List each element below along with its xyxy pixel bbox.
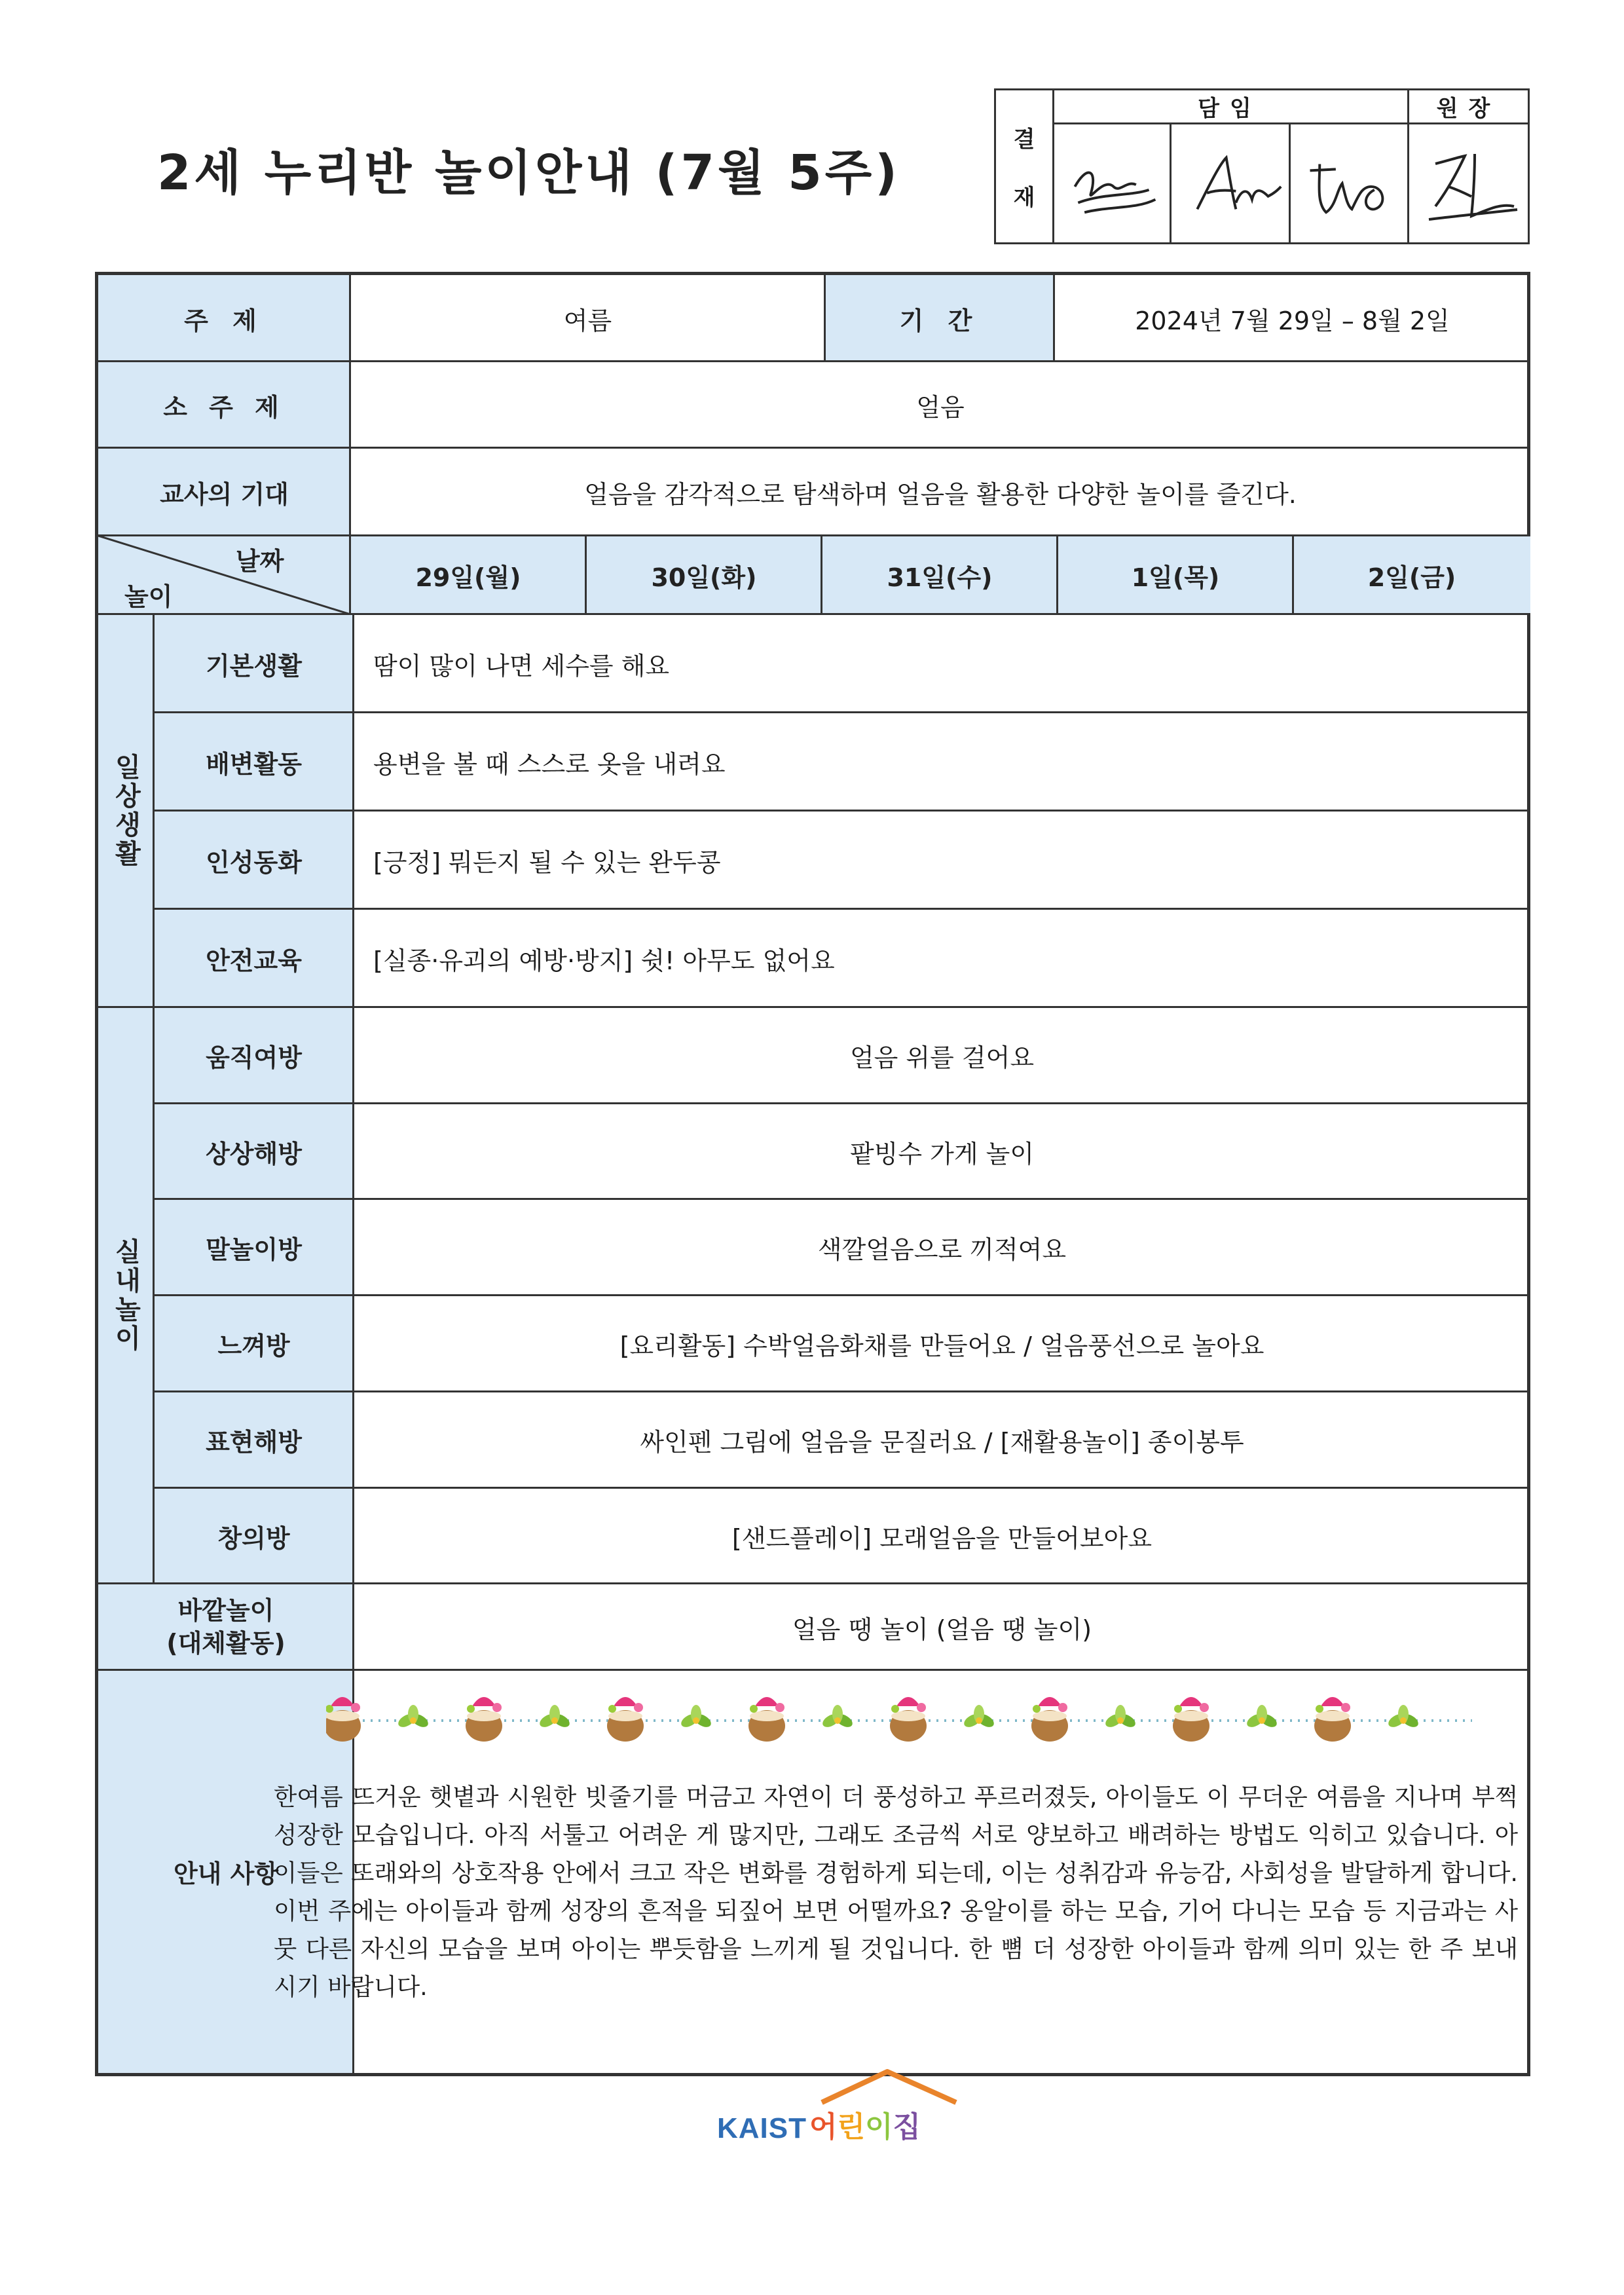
signature-3-icon <box>1291 124 1407 244</box>
indoor-row-2-value: 팥빙수 가게 놀이 <box>849 1139 1035 1168</box>
approval-side-bottom: 재 <box>1013 185 1035 211</box>
notice-label: 안내 사항 <box>98 1670 354 2073</box>
day-header-3: 31일(수) <box>822 536 1058 614</box>
approval-side-top: 결 <box>1013 126 1035 153</box>
indoor-group-label <box>98 1007 154 1584</box>
leaf-cluster-icon <box>679 1705 713 1730</box>
decorative-border-icon <box>326 1680 1485 1752</box>
signature-cell-2 <box>1172 124 1291 244</box>
leaf-cluster-icon <box>1245 1705 1279 1730</box>
teacher-header: 담임 <box>1052 90 1409 124</box>
logo-char-1: 어 <box>809 2110 838 2144</box>
corner-date-label: 날짜 <box>236 547 284 576</box>
coconut-drink-icon <box>748 1697 785 1742</box>
outdoor-label-line2: (대체활동) <box>166 1629 286 1658</box>
period-label: 기 간 <box>825 275 1054 362</box>
outdoor-label <box>98 1584 354 1670</box>
approval-side-label <box>996 90 1054 242</box>
coconut-drink-icon <box>1173 1697 1209 1742</box>
daily-life-group-label <box>98 614 154 1007</box>
indoor-row-1-value: 얼음 위를 걸어요 <box>849 1043 1035 1072</box>
day-header-4: 1일(목) <box>1058 536 1293 614</box>
coconut-drink-icon <box>466 1697 502 1742</box>
coconut-drink-icon <box>1314 1697 1351 1742</box>
leaf-cluster-icon <box>396 1705 430 1730</box>
corner-play-label: 놀이 <box>124 582 173 611</box>
indoor-row-5-value: 싸인펜 그림에 얼음을 문질러요 / [재활용놀이] 종이봉투 <box>640 1428 1244 1457</box>
daily-row-3-label: 인성동화 <box>154 811 354 909</box>
daily-life-group-text: 일상생활 <box>111 753 141 868</box>
logo-char-2: 린 <box>837 2110 866 2144</box>
period-value: 2024년 7월 29일 – 8월 2일 <box>1135 306 1450 335</box>
day-header-2: 30일(화) <box>586 536 822 614</box>
leaf-cluster-icon <box>538 1705 572 1730</box>
coconut-drink-icon <box>326 1697 361 1742</box>
day-header-1: 29일(월) <box>350 536 586 614</box>
subtheme-label: 소 주 제 <box>98 362 350 448</box>
daily-row-4-label: 안전교육 <box>154 909 354 1007</box>
outdoor-value: 얼음 땡 놀이 (얼음 땡 놀이) <box>792 1614 1092 1644</box>
signature-4-icon <box>1409 124 1528 244</box>
day-header-5: 2일(금) <box>1293 536 1530 614</box>
expect-value: 얼음을 감각적으로 탐색하며 얼음을 활용한 다양한 놀이를 즐긴다. <box>584 479 1297 509</box>
daily-row-1-label: 기본생활 <box>154 614 354 713</box>
kaist-logo <box>717 2093 921 2145</box>
indoor-row-5-label: 표현해방 <box>154 1392 354 1488</box>
coconut-drink-icon <box>890 1697 927 1742</box>
logo-char-4: 집 <box>893 2110 921 2144</box>
signature-2-icon <box>1172 124 1289 244</box>
daily-row-2-value: 용변을 볼 때 스스로 옷을 내려요 <box>373 749 726 779</box>
leaf-cluster-icon <box>1103 1705 1137 1730</box>
daily-row-3-value: [긍정] 뭐든지 될 수 있는 완두콩 <box>373 848 721 877</box>
indoor-row-2-label: 상상해방 <box>154 1104 354 1199</box>
approval-box <box>994 88 1530 244</box>
indoor-group-text: 실내놀이 <box>111 1238 141 1353</box>
indoor-row-3-label: 말놀이방 <box>154 1199 354 1296</box>
signature-cell-3 <box>1291 124 1409 244</box>
coconut-drink-icon <box>1031 1697 1068 1742</box>
leaf-cluster-icon <box>1386 1705 1420 1730</box>
page-title: 2세 누리반 놀이안내 (7월 5주) <box>157 145 900 201</box>
director-header: 원장 <box>1409 90 1528 124</box>
leaf-cluster-icon <box>962 1705 996 1730</box>
subtheme-value: 얼음 <box>916 392 965 422</box>
logo-kids-text <box>809 2103 921 2145</box>
daily-row-2-label: 배변활동 <box>154 713 354 811</box>
indoor-row-1-label: 움직여방 <box>154 1007 354 1104</box>
theme-value: 여름 <box>563 306 612 335</box>
logo-kaist-text: KAIST <box>717 2112 807 2144</box>
notice-text: 한여름 뜨거운 햇볕과 시원한 빗줄기를 머금고 자연이 더 풍성하고 푸르러졌듯, 아이들도 이 무더운 여름을 지나며 부쩍 성장한 모습입니다. 아직 서툴고 어려운 게 많지만, 그래도 조금씩 서로 양보하고 배려하는 방법도 익히고 있습니다. 아이들은 또래와의 상호작용 안에서 크고 작은 변화를 경험하게 되는데, 이는 성취감과 유능감, 사회성을 발달하게 합니다. 이번 주에는 아이들과 함께 성장의 흔적을 되짚어 보면 어떨까요? 옹알이를 하는 모습, 기어 다니는 모습 등 지금과는 사뭇 다른 자신의 모습을 보며 아이는 뿌듯함을 느끼게 될 것입니다. 한 뼘 더 성장한 아이들과 함께 의미 있는 한 주 보내시기 바랍니다. <box>274 1783 1518 2001</box>
indoor-row-4-value: [요리활동] 수박얼음화채를 만들어요 / 얼음풍선으로 놀아요 <box>619 1332 1264 1360</box>
leaf-cluster-icon <box>821 1705 855 1730</box>
outdoor-label-line1: 바깥놀이 <box>177 1596 274 1625</box>
coconut-drink-icon <box>607 1697 644 1742</box>
indoor-row-4-label: 느껴방 <box>154 1296 354 1392</box>
signature-1-icon <box>1052 124 1170 244</box>
logo-roof-icon <box>815 2066 966 2106</box>
date-play-corner <box>98 536 350 614</box>
daily-row-1-value: 땀이 많이 나면 세수를 해요 <box>373 651 670 681</box>
theme-label: 주 제 <box>98 275 350 362</box>
daily-row-4-value: [실종·유괴의 예방·방지] 쉿! 아무도 없어요 <box>373 946 835 975</box>
signature-cell-1 <box>1052 124 1172 244</box>
logo-char-3: 이 <box>865 2110 893 2144</box>
signature-cell-4 <box>1409 124 1528 244</box>
indoor-row-3-value: 색깔얼음으로 끼적여요 <box>817 1235 1067 1264</box>
indoor-row-6-value: [샌드플레이] 모래얼음을 만들어보아요 <box>731 1523 1153 1553</box>
expect-label: 교사의 기대 <box>98 448 350 536</box>
indoor-row-6-label: 창의방 <box>154 1488 354 1584</box>
